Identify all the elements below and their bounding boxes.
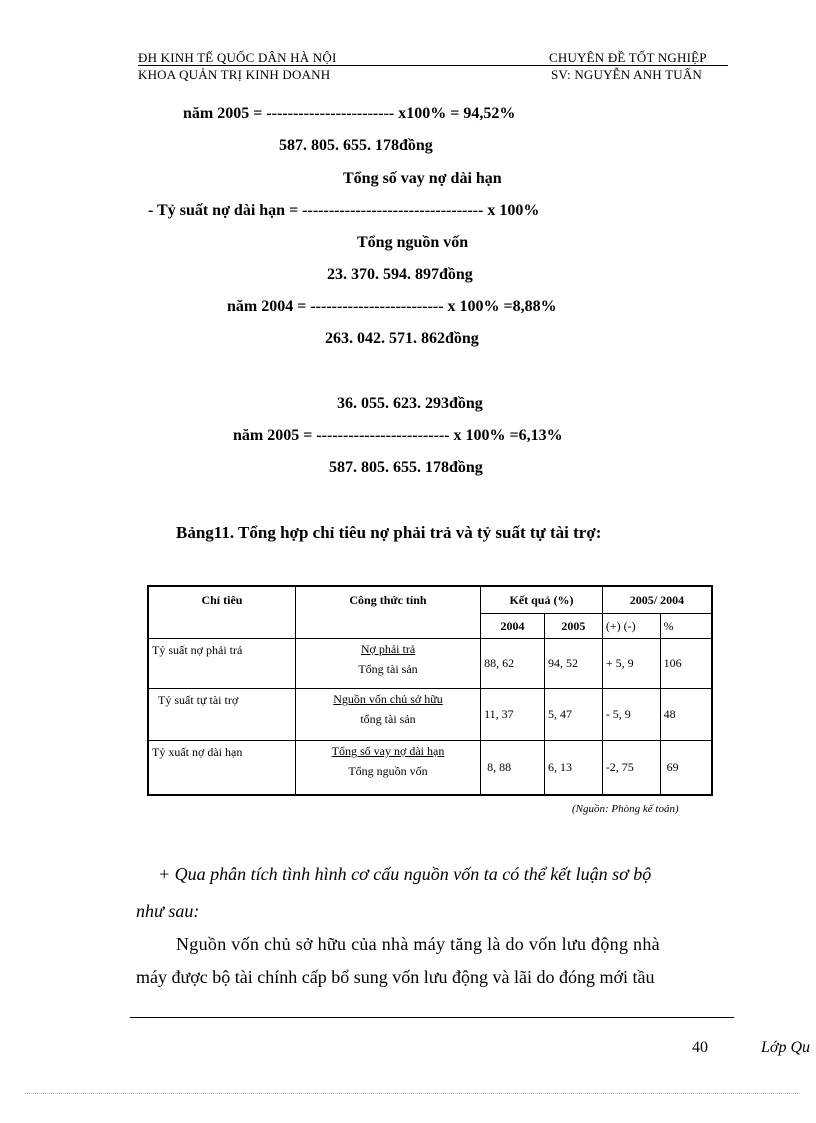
paragraph-1-line-1: + Qua phân tích tình hình cơ cấu nguồn vốn ta có thể kết luận sơ bộ — [158, 864, 652, 884]
paragraph-2-line-2: máy được bộ tài chính cấp bổ sung vốn lưu động và lãi do đóng mới tầu — [136, 967, 655, 987]
header-pct: % — [660, 614, 712, 639]
formula-denominator: Tổng tài sản — [358, 662, 418, 676]
header-diff: (+) (-) — [602, 614, 660, 639]
header-cong-thuc: Công thức tính — [295, 586, 480, 639]
formula-1-denominator: 587. 805. 655. 178đồng — [279, 137, 433, 154]
header-compare: 2005/ 2004 — [602, 586, 712, 614]
table-title: Bảng11. Tổng hợp chỉ tiêu nợ phải trả và tỷ suất tự tài trợ: — [176, 523, 602, 542]
header-left-line1: ĐH KINH TẾ QUỐC DÂN HÀ NỘI — [138, 50, 337, 65]
table-source: (Nguồn: Phòng kế toán) — [572, 803, 679, 815]
header-divider — [138, 65, 728, 66]
row-formula — [295, 689, 480, 741]
table-row — [148, 639, 712, 689]
header-right-line2: SV: NGUYỄN ANH TUẤN — [551, 67, 703, 82]
formula-2-denominator: Tổng nguồn vốn — [357, 234, 469, 251]
paragraph-2-line-1: Nguồn vốn chủ sở hữu của nhà máy tăng là do vốn lưu động nhà — [176, 934, 660, 954]
row-formula — [295, 741, 480, 795]
value-pct: 69 — [660, 741, 712, 795]
footer-class-text: Lớp Qu — [761, 1039, 810, 1056]
footer-divider — [130, 1017, 734, 1018]
formula-2-numerator: Tổng số vay nợ dài hạn — [343, 170, 502, 187]
formula-3-denominator: 263. 042. 571. 862đồng — [325, 330, 479, 347]
formula-3-line: năm 2004 = ------------------------- x 100% =8,88% — [227, 298, 557, 315]
value-2004: 11, 37 — [481, 689, 545, 741]
formula-numerator: Nợ phải trả — [360, 642, 416, 656]
value-2005: 94, 52 — [544, 639, 602, 689]
summary-table — [147, 585, 713, 796]
formula-4-denominator: 587. 805. 655. 178đồng — [329, 459, 483, 476]
value-diff: -2, 75 — [602, 741, 660, 795]
value-diff: + 5, 9 — [602, 639, 660, 689]
value-2004: 88, 62 — [481, 639, 545, 689]
formula-numerator: Nguồn vốn chủ sở hữu — [333, 692, 443, 706]
row-label: Tỷ xuất nợ dài hạn — [148, 741, 295, 795]
formula-4-line: năm 2005 = ------------------------- x 100% =6,13% — [233, 427, 563, 444]
row-label: Tỷ suất tự tài trợ — [148, 689, 295, 741]
table-row — [148, 689, 712, 741]
paragraph-1-line-2: như sau: — [136, 901, 200, 921]
formula-denominator: tổng tài sản — [360, 712, 416, 726]
row-formula — [295, 639, 480, 689]
bottom-dotted-border — [25, 1093, 800, 1094]
header-left-line2: KHOA QUẢN TRỊ KINH DOANH — [138, 67, 331, 82]
formula-4-numerator: 36. 055. 623. 293đồng — [337, 395, 483, 412]
value-diff: - 5, 9 — [602, 689, 660, 741]
value-2004: 8, 88 — [481, 741, 545, 795]
formula-2-line: - Tỷ suất nợ dài hạn = ---------------------------------- x 100% — [148, 202, 540, 219]
value-2005: 6, 13 — [544, 741, 602, 795]
value-pct: 48 — [660, 689, 712, 741]
formula-3-numerator: 23. 370. 594. 897đồng — [327, 266, 473, 283]
table-row — [148, 741, 712, 795]
page-number: 40 — [692, 1039, 708, 1056]
formula-1-line: năm 2005 = ------------------------ x100% = 94,52% — [183, 105, 516, 122]
header-chi-tieu: Chỉ tiêu — [148, 586, 295, 639]
header-2005: 2005 — [544, 614, 602, 639]
formula-denominator: Tổng nguồn vốn — [348, 764, 428, 778]
formula-numerator: Tổng số vay nợ dài hạn — [331, 744, 445, 758]
header-right-line1: CHUYÊN ĐỀ TỐT NGHIỆP — [549, 50, 707, 65]
value-pct: 106 — [660, 639, 712, 689]
header-2004: 2004 — [481, 614, 545, 639]
row-label: Tỷ suất nợ phải trả — [148, 639, 295, 689]
value-2005: 5, 47 — [544, 689, 602, 741]
header-ket-qua: Kết quả (%) — [481, 586, 603, 614]
